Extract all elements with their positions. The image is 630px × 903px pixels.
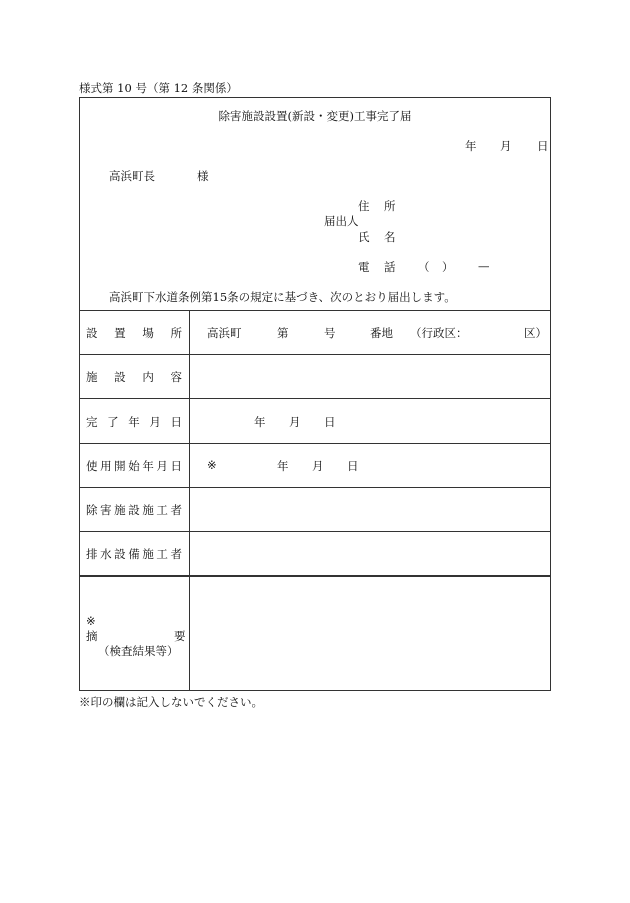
phone-open-paren: （ <box>418 260 430 274</box>
row-label-char: 始 <box>128 459 140 473</box>
row-label-char: 所 <box>170 326 182 340</box>
row-label-char: 工 <box>156 547 168 561</box>
row-label-char: 施 <box>86 370 98 384</box>
row-label-char: 水 <box>100 547 112 561</box>
row-divider <box>80 354 550 355</box>
phone-label-char-1: 電 <box>358 260 370 274</box>
name-label-char-2: 名 <box>384 230 396 244</box>
row-label-start-date <box>86 458 182 474</box>
statement-text: 高浜町下水道条例第15条の規定に基づき、次のとおり届出します。 <box>109 290 456 304</box>
row-label-char: 月 <box>149 415 161 429</box>
row-label-char: 完 <box>86 415 98 429</box>
row-label-char: 月 <box>156 459 168 473</box>
row-label-char: 設 <box>114 370 126 384</box>
phone-close-paren: ） <box>442 260 454 274</box>
row-label-char: 内 <box>142 370 154 384</box>
remarks-sublabel: （検査結果等） <box>98 644 179 658</box>
row-label-char: 施 <box>142 547 154 561</box>
row-label-char: 設 <box>114 547 126 561</box>
completion-day-label: 日 <box>324 415 336 429</box>
completion-month-label: 月 <box>289 415 301 429</box>
row-divider <box>80 398 550 399</box>
row-label-location <box>86 325 182 341</box>
row-label-completion-date <box>86 414 182 430</box>
start-month-label: 月 <box>312 459 324 473</box>
start-day-label: 日 <box>347 459 359 473</box>
date-year-label: 年 <box>465 139 477 153</box>
addressee-honorific: 様 <box>197 169 209 183</box>
row-label-char: 日 <box>170 415 182 429</box>
location-gyosei-open: （行政区： <box>410 326 468 340</box>
row-label-char: 開 <box>114 459 126 473</box>
location-gyosei-close: 区） <box>524 326 547 340</box>
name-label-char-1: 氏 <box>358 230 370 244</box>
table-top-rule <box>80 310 550 311</box>
address-label-char-2: 所 <box>384 199 396 213</box>
row-label-facility-content <box>86 369 182 385</box>
row-label-char: 場 <box>142 326 154 340</box>
location-banchi: 番地 <box>370 326 393 340</box>
location-town: 高浜町 <box>207 326 242 340</box>
location-go: 号 <box>324 326 336 340</box>
location-ban: 第 <box>277 326 289 340</box>
row-divider <box>80 443 550 444</box>
date-month-label: 月 <box>500 139 512 153</box>
row-label-char: 容 <box>170 370 182 384</box>
row-label-char: 排 <box>86 547 98 561</box>
row-label-char: 使 <box>86 459 98 473</box>
row-label-char: 工 <box>156 503 168 517</box>
row-label-char: 了 <box>107 415 119 429</box>
phone-dash: — <box>478 259 490 273</box>
row-divider <box>80 531 550 532</box>
date-day-label: 日 <box>537 139 549 153</box>
row-label-char: 者 <box>170 547 182 561</box>
row-label-drainage-contractor <box>86 546 182 562</box>
row-label-treatment-contractor <box>86 502 182 518</box>
applicant-label: 届出人 <box>324 214 359 228</box>
row-label-char: 施 <box>142 503 154 517</box>
form-number: 様式第 10 号（第 12 条関係） <box>79 81 238 95</box>
row-label-char: 施 <box>114 503 126 517</box>
row-label-char: 置 <box>114 326 126 340</box>
row-label-char: 害 <box>100 503 112 517</box>
table-column-divider <box>189 310 190 690</box>
start-date-mark: ※ <box>207 458 217 472</box>
row-label-char: 年 <box>142 459 154 473</box>
row-label-char: 日 <box>170 459 182 473</box>
remarks-label-char-1: 摘 <box>86 629 98 643</box>
row-label-char: 備 <box>128 547 140 561</box>
phone-label-char-2: 話 <box>384 260 396 274</box>
remarks-mark: ※ <box>86 614 96 628</box>
footnote: ※印の欄は記入しないでください。 <box>79 695 263 709</box>
addressee-name: 高浜町長 <box>109 169 155 183</box>
row-label-char: 者 <box>170 503 182 517</box>
row-label-char: 年 <box>128 415 140 429</box>
row-label-char: 除 <box>86 503 98 517</box>
address-label-char-1: 住 <box>358 199 370 213</box>
completion-year-label: 年 <box>254 415 266 429</box>
notification-form <box>79 97 551 691</box>
row-divider-bold <box>80 575 550 577</box>
form-title: 除害施設設置(新設・変更)工事完了届 <box>218 109 412 123</box>
row-label-char: 設 <box>86 326 98 340</box>
row-divider <box>80 487 550 488</box>
row-label-char: 用 <box>100 459 112 473</box>
remarks-label-char-2: 要 <box>174 629 186 643</box>
row-label-char: 設 <box>128 503 140 517</box>
start-year-label: 年 <box>277 459 289 473</box>
